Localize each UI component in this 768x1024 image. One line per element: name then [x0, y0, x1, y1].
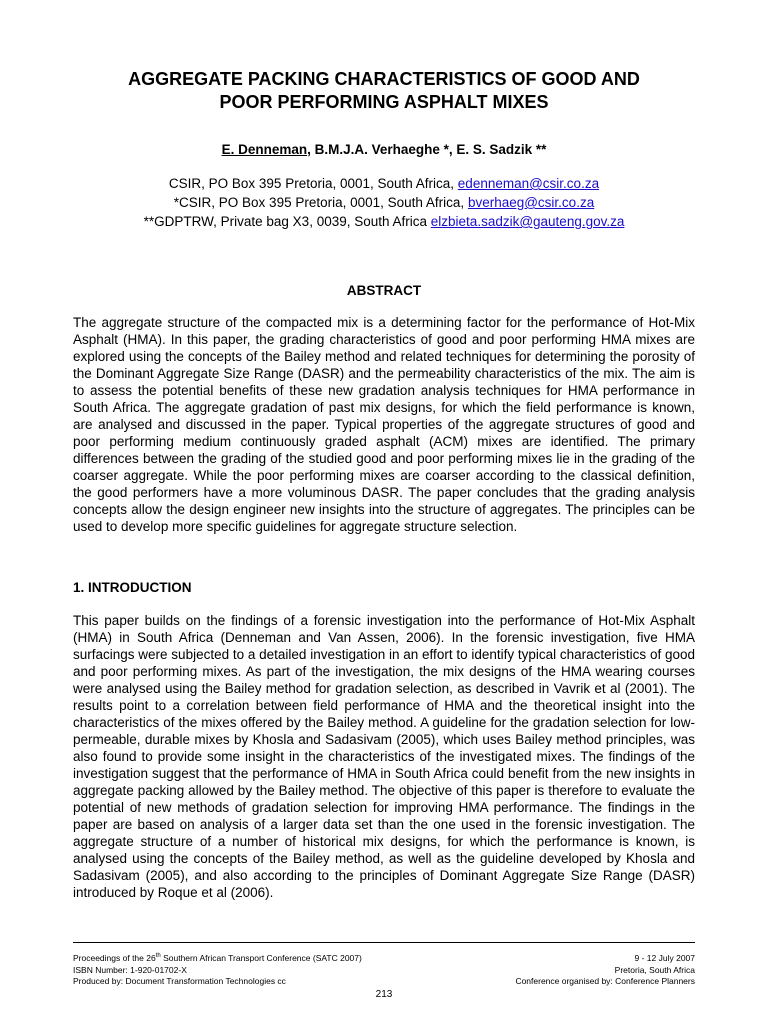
title-line-1: AGGREGATE PACKING CHARACTERISTICS OF GOOD AND	[128, 69, 640, 89]
email-link-verhaeghe[interactable]: bverhaeg@csir.co.za	[467, 195, 595, 210]
organiser-line: Conference organised by: Conference Planners	[515, 976, 695, 986]
title-line-2: POOR PERFORMING ASPHALT MIXES	[219, 92, 549, 112]
affiliation-3: **GDPTRW, Private bag X3, 0039, South Africa elzbieta.sadzik@gauteng.gov.za	[143, 214, 625, 229]
footer-right	[515, 953, 695, 988]
footer-divider	[73, 942, 695, 943]
other-authors: , B.M.J.A. Verhaeghe *, E. S. Sadzik **	[307, 142, 547, 157]
proceedings-line: Proceedings of the 26th Southern African Transport Conference (SATC 2007)	[73, 953, 362, 963]
introduction-heading: 1. INTRODUCTION	[73, 580, 192, 595]
paper-title	[60, 68, 708, 114]
page-number: 213	[375, 989, 393, 1000]
affiliations	[60, 174, 708, 231]
affiliation-1: CSIR, PO Box 395 Pretoria, 0001, South Africa, edenneman@csir.co.za	[168, 176, 600, 191]
conference-location: Pretoria, South Africa	[614, 964, 695, 975]
email-link-sadzik[interactable]: elzbieta.sadzik@gauteng.gov.za	[430, 214, 625, 229]
first-author: E. Denneman	[221, 142, 308, 157]
abstract-paragraph: The aggregate structure of the compacted mix is a determining factor for the performance of Hot-Mix Asphalt (HMA). In this paper, the grading characteristics of good and poor performing HMA mixes are explored using the concepts of the Bailey method and related techniques for determining the porosity of the Dominant Aggregate Size Range (DASR) and the permeability characteristics of the mix. The aim is to assess the potential benefits of these new gradation analysis techniques for HMA performance in South Africa. The aggregate gradation of past mix designs, for which the field performance is known, are analysed and discussed in the paper. Typical properties of the aggregate structures of good and poor performing medium continuously graded asphalt (ACM) mixes are identified. The primary differences between the grading of the studied good and poor performing mixes lie in the grading of the coarser aggregate. While the poor performing mixes are coarser according to the classical definition, the good performers have a more voluminous DASR. The paper concludes that the grading analysis concepts allow the design engineer new insights into the structure of aggregates. The principles can be used to develop more specific guidelines for aggregate structure selection.	[73, 315, 695, 534]
affiliation-2: *CSIR, PO Box 395 Pretoria, 0001, South Africa, bverhaeg@csir.co.za	[173, 195, 595, 210]
footer-left	[73, 953, 362, 988]
abstract-heading: ABSTRACT	[346, 283, 422, 298]
isbn-line: ISBN Number: 1-920-01702-X	[73, 964, 187, 975]
conference-dates: 9 - 12 July 2007	[634, 953, 695, 963]
author-list	[60, 141, 708, 159]
introduction-paragraph: This paper builds on the findings of a forensic investigation into the performance of Hot-Mix Asphalt (HMA) in South Africa (Denneman and Van Assen, 2006). In the forensic investigation, five HMA surfacings were subjected to a detailed investigation in an effort to identify typical characteristics of good and poor performing mixes. As part of the investigation, the mix designs of the HMA wearing courses were analysed using the Bailey method for gradation selection, as described in Vavrik et al (2001). The results point to a correlation between field performance of HMA and the theoretical insight into the characteristics of the mixes offered by the Bailey method. A guideline for the gradation selection for low-permeable, durable mixes by Khosla and Sadasivam (2005), which uses Bailey method principles, was also found to provide some insight in the characteristics of the investigated mixes. The findings of the investigation suggest that the performance of HMA in South Africa could benefit from the new insights in aggregate packing allowed by the Bailey method. The objective of this paper is therefore to evaluate the potential of new methods of gradation selection for improving HMA performance. The findings in the paper are based on analysis of a larger data set than the one used in the forensic investigation. The aggregate structure of a number of historical mix designs, for which the performance is known, is analysed using the concepts of the Bailey method, as well as the guideline developed by Khosla and Sadasivam (2005), and also according to the principles of Dominant Aggregate Size Range (DASR) introduced by Roque et al (2006).	[73, 613, 695, 900]
producer-line: Produced by: Document Transformation Technologies cc	[73, 976, 286, 986]
email-link-denneman[interactable]: edenneman@csir.co.za	[457, 176, 600, 191]
